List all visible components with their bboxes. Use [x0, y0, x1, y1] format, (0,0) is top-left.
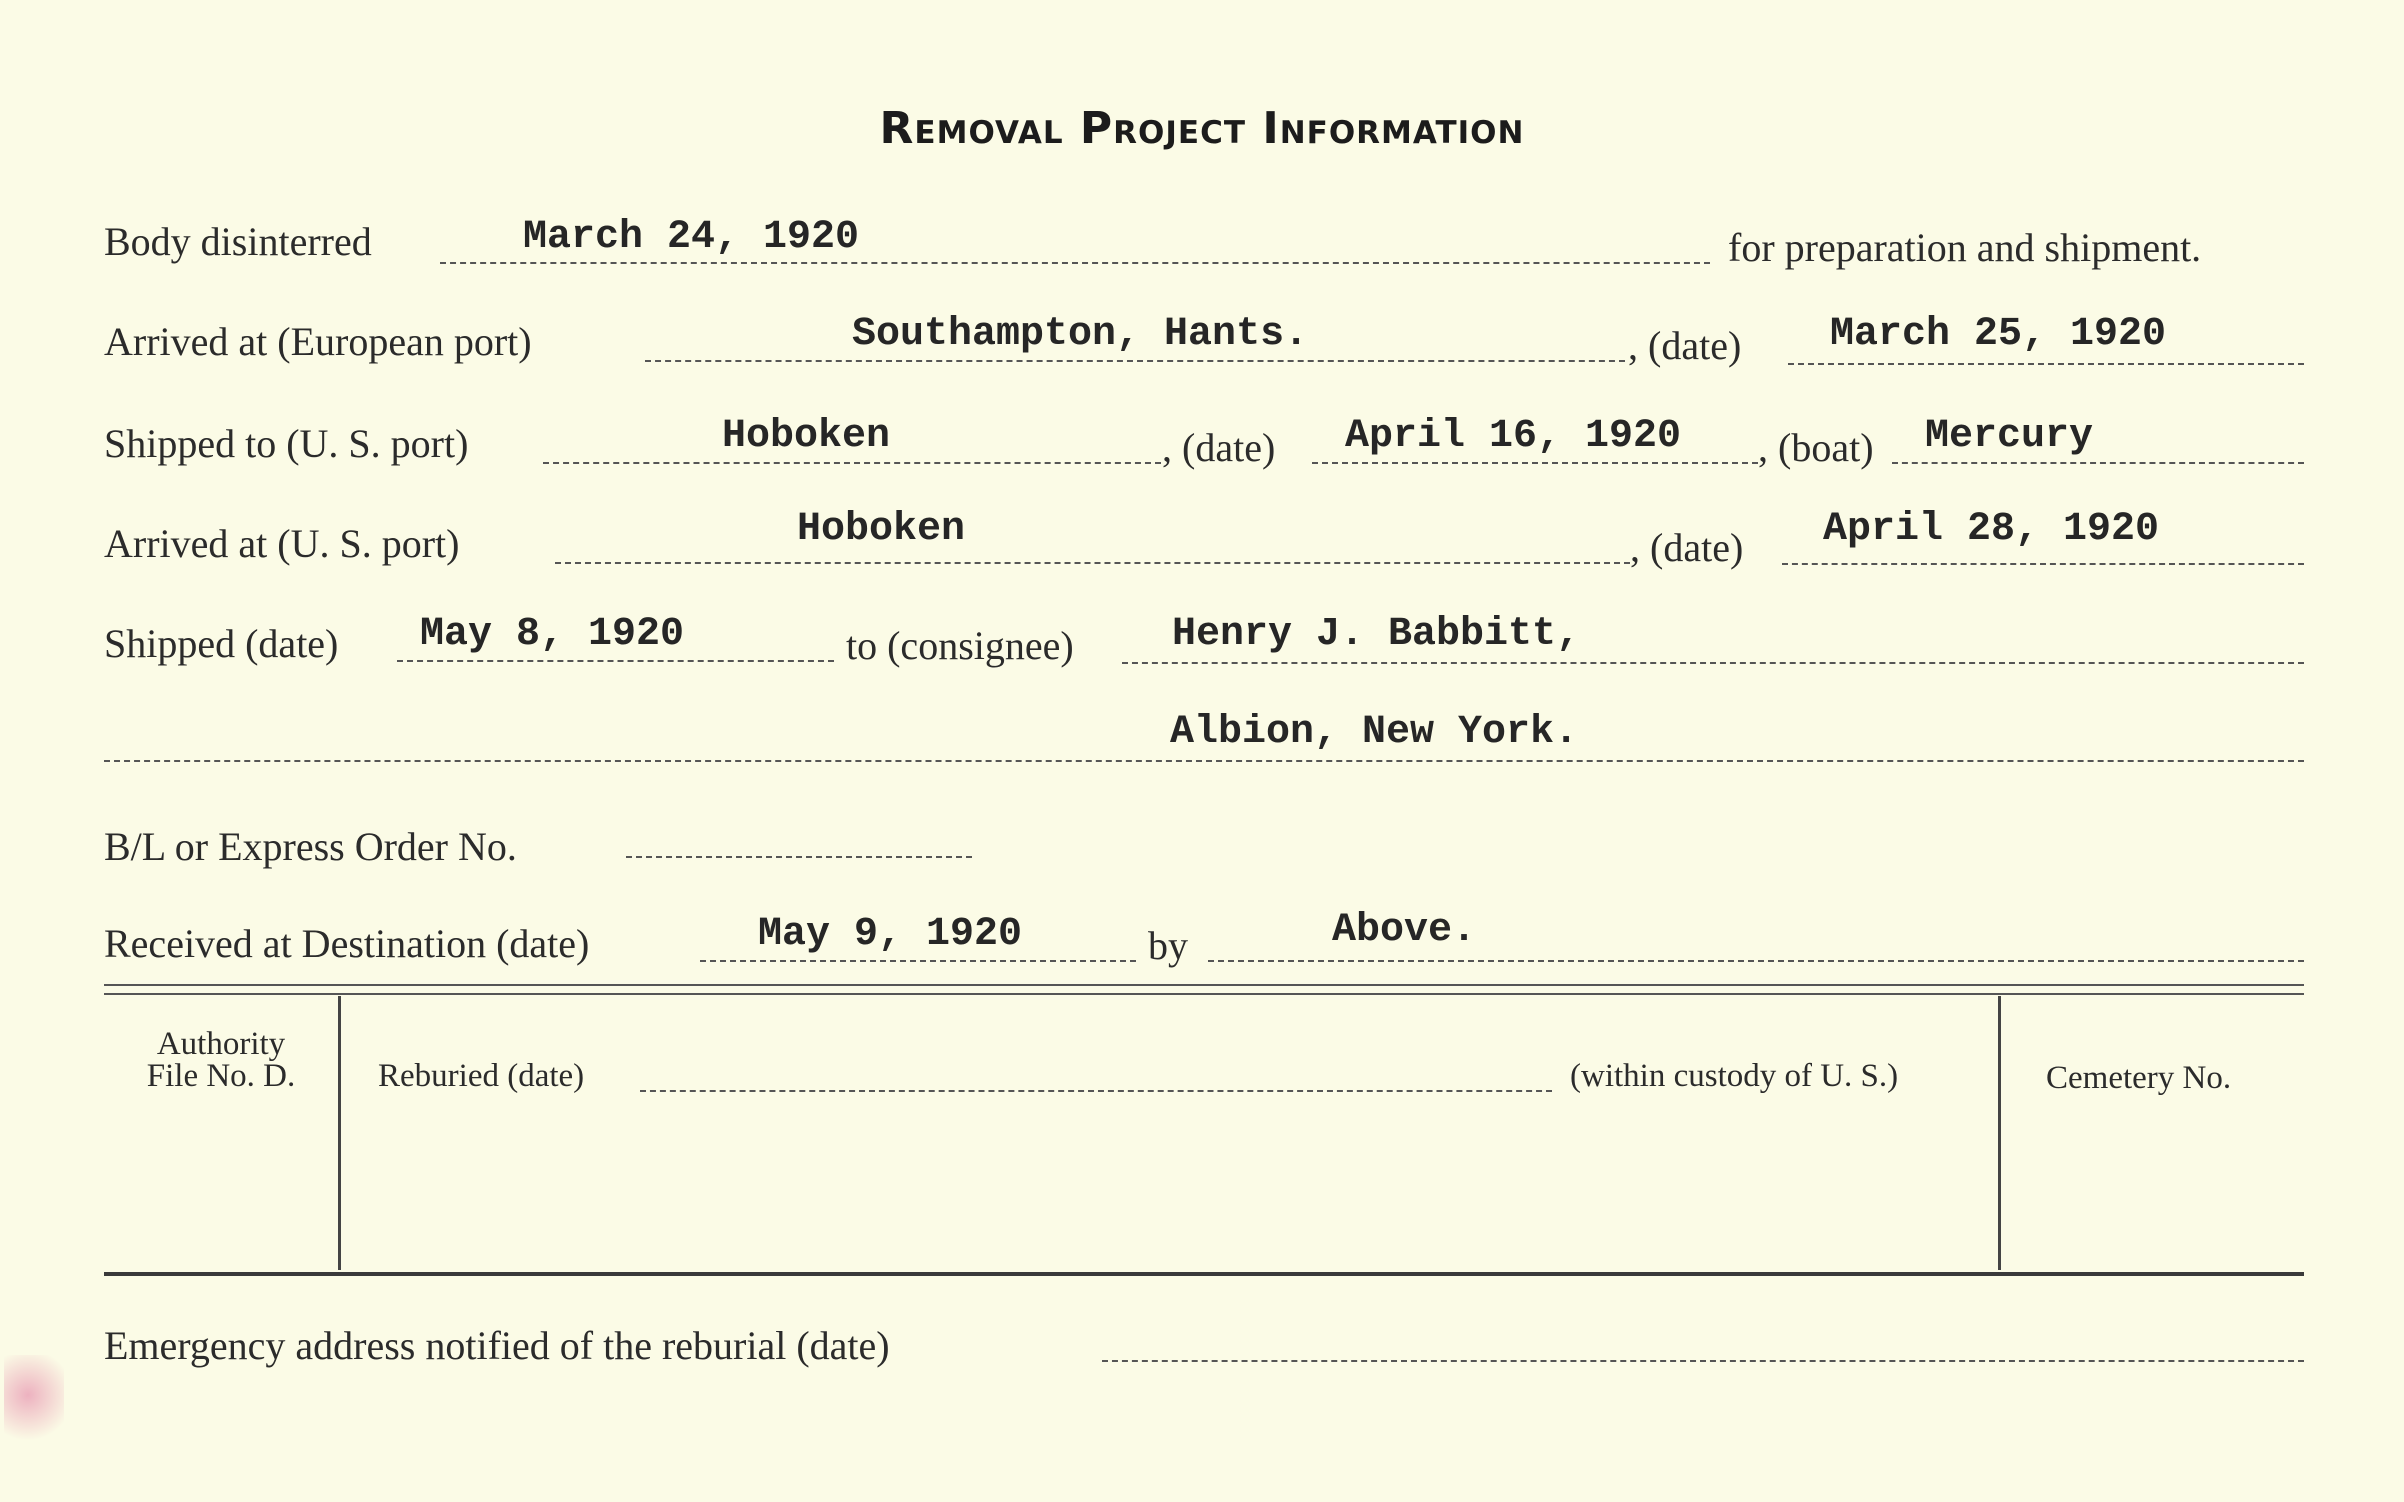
shipped-date: May 8, 1920 [420, 612, 685, 657]
authority-label-line1: Authority [156, 1026, 286, 1062]
shipped-us-line [543, 462, 1161, 464]
consignee-address-line [104, 760, 2304, 762]
shipped-date-label: Shipped (date) [104, 621, 339, 666]
received-label: Received at Destination (date) [104, 921, 590, 966]
received-date-line [700, 960, 1136, 962]
body-disinterred-suffix: for preparation and shipment. [1728, 225, 2202, 270]
separator-bottom [104, 993, 2304, 995]
body-disinterred-value: March 24, 1920 [523, 215, 860, 260]
arrived-european-date-label: , (date) [1628, 323, 1742, 368]
reburied-line [640, 1090, 1552, 1092]
arrived-european-date-line [1788, 363, 2304, 365]
arrived-us-date-label: , (date) [1630, 525, 1744, 570]
shipped-us-label: Shipped to (U. S. port) [104, 421, 469, 466]
shipped-us-port: Hoboken [722, 414, 891, 459]
consignee-address: Albion, New York. [1170, 710, 1579, 755]
authority-divider [338, 996, 341, 1270]
bl-order-label: B/L or Express Order No. [104, 824, 517, 869]
consignee-label: to (consignee) [846, 623, 1074, 668]
separator-top [104, 984, 2304, 986]
cemetery-label: Cemetery No. [2046, 1060, 2232, 1096]
arrived-european-line [645, 360, 1625, 362]
form-title: Removal Project Information [879, 103, 1525, 154]
body-disinterred-line [440, 262, 1710, 264]
cemetery-divider [1998, 996, 2001, 1270]
shipped-us-boat-label: , (boat) [1758, 425, 1874, 470]
body-disinterred-label: Body disinterred [104, 219, 372, 264]
arrived-european-port: Southampton, Hants. [852, 312, 1309, 357]
shipped-us-boat: Mercury [1925, 414, 2094, 459]
received-by: Above. [1332, 908, 1477, 953]
arrived-european-date: March 25, 1920 [1830, 312, 2167, 357]
received-by-line [1208, 960, 2304, 962]
arrived-us-date: April 28, 1920 [1823, 507, 2160, 552]
arrived-us-date-line [1782, 563, 2304, 565]
emergency-label: Emergency address notified of the reburial (date) [104, 1323, 890, 1368]
box-bottom-rule [104, 1272, 2304, 1276]
shipped-us-date-line [1312, 462, 1758, 464]
shipped-us-date-label: , (date) [1162, 425, 1276, 470]
arrived-us-line [555, 562, 1630, 564]
bl-order-line [626, 856, 972, 858]
arrived-european-label: Arrived at (European port) [104, 319, 532, 364]
consignee-name: Henry J. Babbitt, [1172, 612, 1581, 657]
shipped-us-boat-line [1892, 462, 2304, 464]
shipped-date-line [397, 660, 834, 662]
reburied-label: Reburied (date) [378, 1058, 585, 1094]
shipped-us-date: April 16, 1920 [1345, 414, 1682, 459]
ink-stain [4, 1355, 64, 1455]
emergency-line [1102, 1360, 2304, 1362]
received-date: May 9, 1920 [758, 912, 1023, 957]
consignee-line [1122, 662, 2304, 664]
arrived-us-port: Hoboken [797, 507, 966, 552]
authority-label-line2: File No. D. [146, 1058, 296, 1094]
received-by-label: by [1148, 923, 1188, 968]
arrived-us-label: Arrived at (U. S. port) [104, 521, 460, 566]
reburied-custody: (within custody of U. S.) [1570, 1058, 1899, 1094]
